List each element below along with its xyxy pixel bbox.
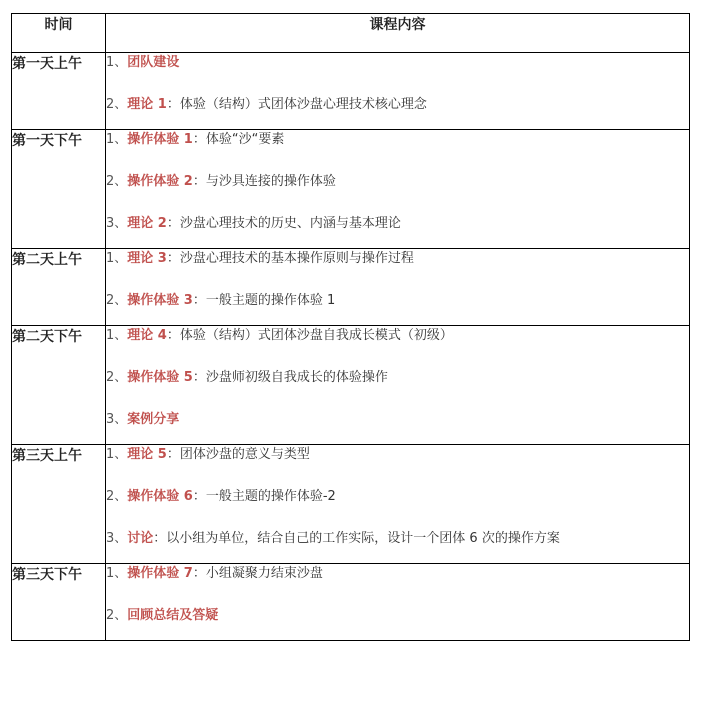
item-number: 2、 (106, 489, 128, 504)
item-topic-label: 团队建设 (127, 55, 180, 70)
item-number: 3、 (106, 412, 128, 427)
item-topic-label: 回顾总结及答疑 (127, 608, 219, 623)
item-number: 1、 (106, 328, 128, 343)
header-time: 时间 (12, 14, 106, 53)
item-topic-label: 理论 1 (127, 97, 167, 112)
course-item (106, 214, 689, 234)
table-row (12, 53, 690, 130)
item-topic-label: 操作体验 5 (127, 370, 193, 385)
session-time-cell: 第二天下午 (12, 326, 106, 445)
item-topic-label: 操作体验 1 (127, 132, 193, 147)
item-description: ：与沙具连接的操作体验 (192, 174, 336, 189)
course-item (106, 368, 689, 388)
item-description: ：以小组为单位，结合自己的工作实际，设计一个团体 6 次的操作方案 (153, 531, 560, 546)
item-description: ：体验（结构）式团体沙盘自我成长模式（初级） (166, 328, 453, 343)
item-number: 1、 (106, 566, 128, 581)
session-content-cell (106, 249, 690, 326)
session-time-cell: 第一天上午 (12, 53, 106, 130)
item-number: 2、 (106, 97, 128, 112)
course-item (106, 249, 689, 269)
course-item (106, 606, 689, 626)
item-topic-label: 案例分享 (127, 412, 180, 427)
table-row (12, 249, 690, 326)
item-description: ：体验“沙“要素 (192, 132, 285, 147)
course-item (106, 445, 689, 465)
item-description: ：一般主题的操作体验-2 (192, 489, 336, 504)
item-number: 3、 (106, 531, 128, 546)
item-description: ：沙盘心理技术的历史、内涵与基本理论 (166, 216, 401, 231)
session-content-cell (106, 326, 690, 445)
course-item (106, 291, 689, 311)
item-topic-label: 操作体验 6 (127, 489, 193, 504)
item-number: 1、 (106, 447, 128, 462)
session-time-cell: 第三天下午 (12, 564, 106, 641)
item-description: ：沙盘师初级自我成长的体验操作 (192, 370, 388, 385)
course-item (106, 564, 689, 584)
session-content-cell (106, 445, 690, 564)
item-topic-label: 讨论 (127, 531, 154, 546)
item-topic-label: 理论 2 (127, 216, 167, 231)
item-topic-label: 理论 4 (127, 328, 167, 343)
table-row (12, 445, 690, 564)
course-item (106, 529, 689, 549)
item-number: 2、 (106, 174, 128, 189)
item-description: ：小组凝聚力结束沙盘 (192, 566, 323, 581)
header-content: 课程内容 (106, 14, 690, 53)
session-content-cell (106, 130, 690, 249)
item-topic-label: 操作体验 3 (127, 293, 193, 308)
item-number: 2、 (106, 370, 128, 385)
item-topic-label: 操作体验 7 (127, 566, 193, 581)
session-content-cell (106, 53, 690, 130)
course-item (106, 172, 689, 192)
course-item (106, 487, 689, 507)
item-number: 3、 (106, 216, 128, 231)
session-content-cell (106, 564, 690, 641)
item-topic-label: 操作体验 2 (127, 174, 193, 189)
item-description: ：一般主题的操作体验 1 (192, 293, 336, 308)
course-item (106, 410, 689, 430)
item-number: 2、 (106, 293, 128, 308)
course-item (106, 130, 689, 150)
item-topic-label: 理论 3 (127, 251, 167, 266)
session-time-cell: 第二天上午 (12, 249, 106, 326)
table-body (12, 53, 690, 641)
table-header-row (12, 14, 690, 53)
course-schedule-table (11, 13, 690, 641)
table-row (12, 326, 690, 445)
session-time-cell: 第三天上午 (12, 445, 106, 564)
course-item (106, 53, 689, 73)
item-number: 2、 (106, 608, 128, 623)
item-topic-label: 理论 5 (127, 447, 167, 462)
table-row (12, 564, 690, 641)
item-number: 1、 (106, 132, 128, 147)
item-description: ：团体沙盘的意义与类型 (166, 447, 310, 462)
item-description: ：沙盘心理技术的基本操作原则与操作过程 (166, 251, 414, 266)
item-number: 1、 (106, 55, 128, 70)
course-item (106, 95, 689, 115)
session-time-cell: 第一天下午 (12, 130, 106, 249)
item-number: 1、 (106, 251, 128, 266)
table-row (12, 130, 690, 249)
course-item (106, 326, 689, 346)
item-description: ：体验（结构）式团体沙盘心理技术核心理念 (166, 97, 427, 112)
